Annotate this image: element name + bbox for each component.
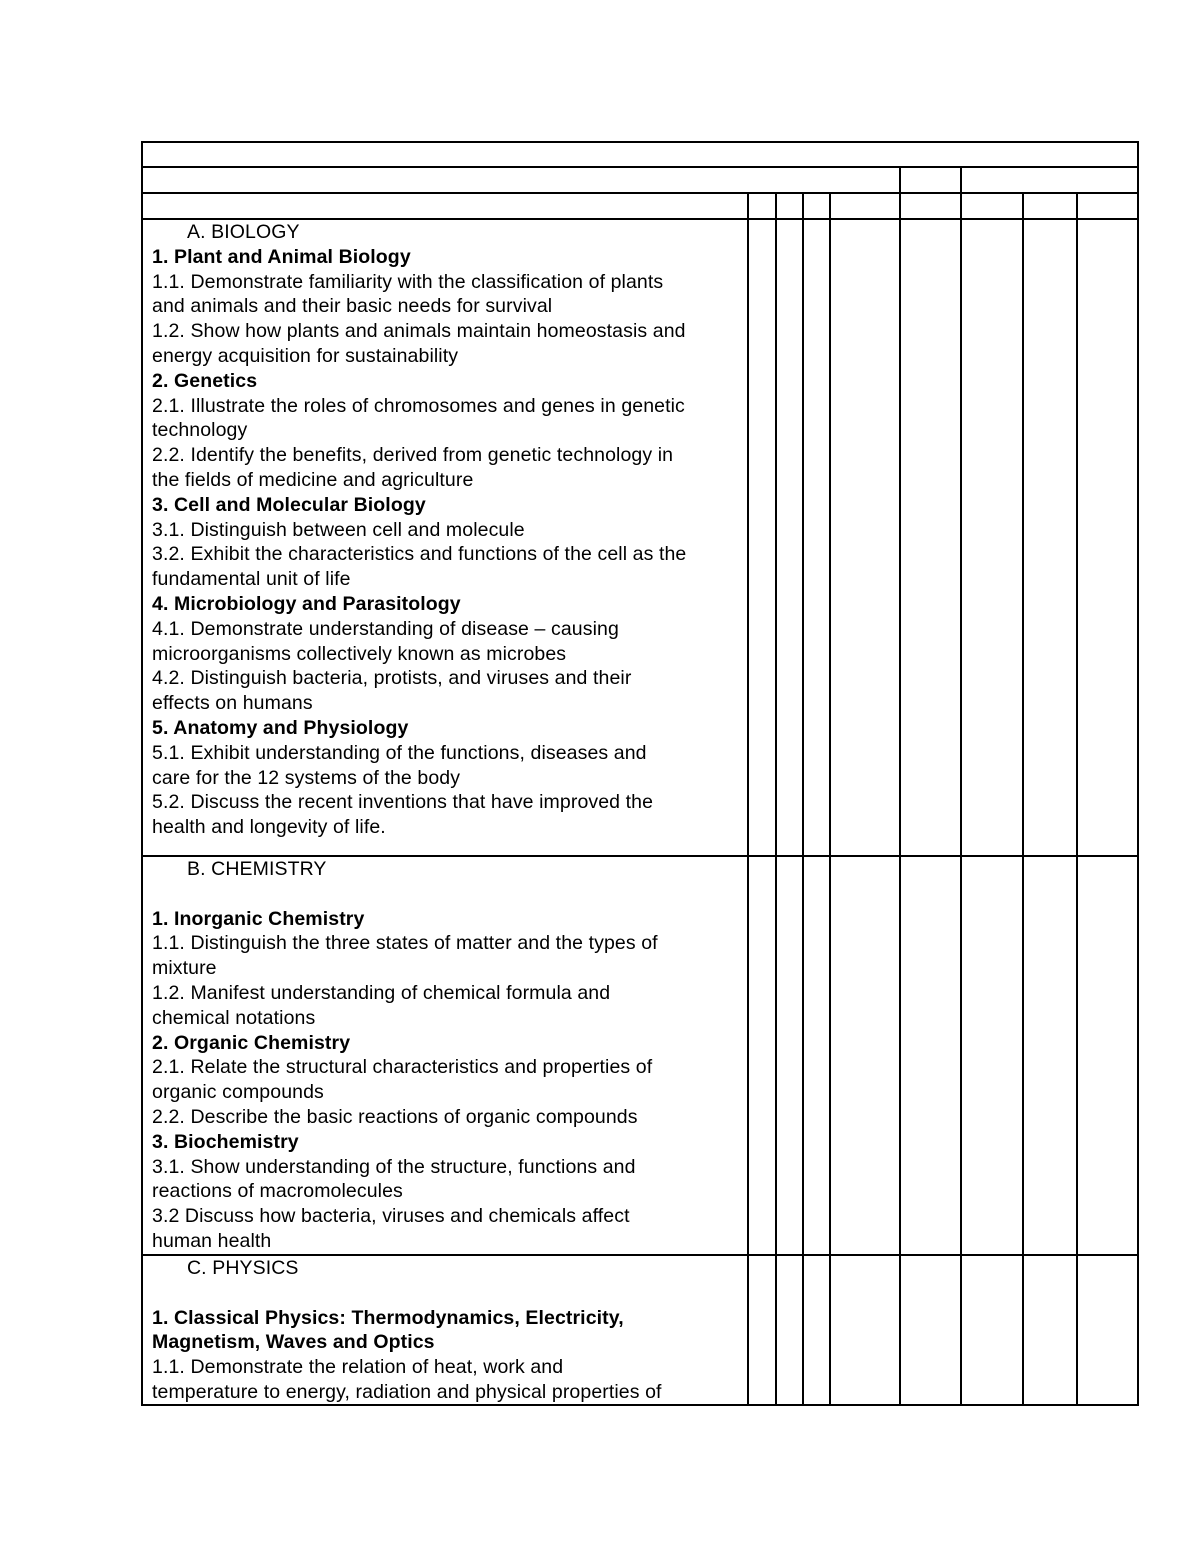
topic-heading: 1. Inorganic Chemistry	[152, 907, 365, 930]
competency-line: 2.2. Identify the benefits, derived from genetic technology in	[152, 444, 674, 467]
table-column-rule	[960, 166, 962, 1406]
blank-line	[152, 1281, 744, 1306]
competency-line: human health	[152, 1229, 272, 1252]
competency-line: 1.2. Manifest understanding of chemical formula and	[152, 981, 611, 1004]
topic-heading: 2. Organic Chemistry	[152, 1031, 351, 1054]
competency-line: energy acquisition for sustainability	[152, 344, 459, 367]
table-column-rule	[829, 192, 831, 1406]
blank-line	[152, 882, 744, 907]
competency-line: 2.1. Illustrate the roles of chromosomes and genes in genetic	[152, 394, 685, 417]
competency-line: 5.2. Discuss the recent inventions that have improved the	[152, 791, 654, 814]
table-column-rule	[802, 192, 804, 1406]
competency-line: mixture	[152, 957, 217, 980]
competency-line: microorganisms collectively known as microbes	[152, 642, 567, 665]
competency-line: 2.2. Describe the basic reactions of organic compounds	[152, 1105, 638, 1128]
competency-line: and animals and their basic needs for survival	[152, 295, 553, 318]
competency-line: 1.1. Demonstrate familiarity with the classification of plants	[152, 270, 664, 293]
competency-line: 1.2. Show how plants and animals maintain homeostasis and	[152, 320, 686, 343]
competency-line: care for the 12 systems of the body	[152, 766, 461, 789]
table-rule	[141, 166, 1139, 168]
topic-heading: 3. Cell and Molecular Biology	[152, 493, 426, 516]
competency-line: 4.1. Demonstrate understanding of disease – causing	[152, 617, 619, 640]
competency-line: 3.2. Exhibit the characteristics and functions of the cell as the	[152, 543, 687, 566]
table-border-right	[1137, 141, 1139, 1406]
competency-line: 3.2 Discuss how bacteria, viruses and chemicals affect	[152, 1205, 630, 1228]
section-heading: C. PHYSICS	[187, 1257, 299, 1279]
topic-heading: 1. Plant and Animal Biology	[152, 245, 411, 268]
competency-line: fundamental unit of life	[152, 568, 351, 591]
competency-line: 5.1. Exhibit understanding of the functions, diseases and	[152, 741, 647, 764]
table-column-rule	[899, 166, 901, 1406]
topic-heading: 5. Anatomy and Physiology	[152, 716, 409, 739]
competency-line: 3.1. Show understanding of the structure, functions and	[152, 1155, 636, 1178]
table-border-left	[141, 141, 143, 1406]
competency-line: health and longevity of life.	[152, 816, 386, 839]
section-heading: B. CHEMISTRY	[187, 858, 327, 880]
table-column-rule	[747, 192, 749, 1406]
table-column-rule	[1076, 192, 1078, 1406]
topic-heading: 1. Classical Physics: Thermodynamics, Electricity,	[152, 1306, 624, 1329]
biology-section	[152, 220, 744, 840]
table-column-rule	[775, 192, 777, 1406]
table-column-rule	[1022, 192, 1024, 1406]
competency-line: temperature to energy, radiation and physical properties of	[152, 1380, 662, 1403]
competency-line: 3.1. Distinguish between cell and molecule	[152, 518, 525, 541]
competency-line: the fields of medicine and agriculture	[152, 468, 474, 491]
physics-section	[152, 1256, 744, 1405]
topic-heading: 2. Genetics	[152, 369, 258, 392]
competency-line: technology	[152, 419, 248, 442]
competency-line: reactions of macromolecules	[152, 1180, 403, 1203]
chemistry-section	[152, 857, 744, 1254]
table-rule	[141, 192, 1139, 194]
competency-line: 1.1. Distinguish the three states of matter and the types of	[152, 932, 658, 955]
topic-heading: 3. Biochemistry	[152, 1130, 299, 1153]
competency-line: effects on humans	[152, 692, 313, 715]
competency-line: 2.1. Relate the structural characteristics and properties of	[152, 1056, 653, 1079]
topic-heading: Magnetism, Waves and Optics	[152, 1331, 435, 1354]
section-heading: A. BIOLOGY	[187, 221, 300, 243]
topic-heading: 4. Microbiology and Parasitology	[152, 592, 461, 615]
competency-line: 4.2. Distinguish bacteria, protists, and viruses and their	[152, 667, 632, 690]
competency-line: organic compounds	[152, 1081, 324, 1104]
competency-line: 1.1. Demonstrate the relation of heat, work and	[152, 1356, 564, 1379]
table-border-top	[141, 141, 1139, 143]
competency-line: chemical notations	[152, 1006, 316, 1029]
